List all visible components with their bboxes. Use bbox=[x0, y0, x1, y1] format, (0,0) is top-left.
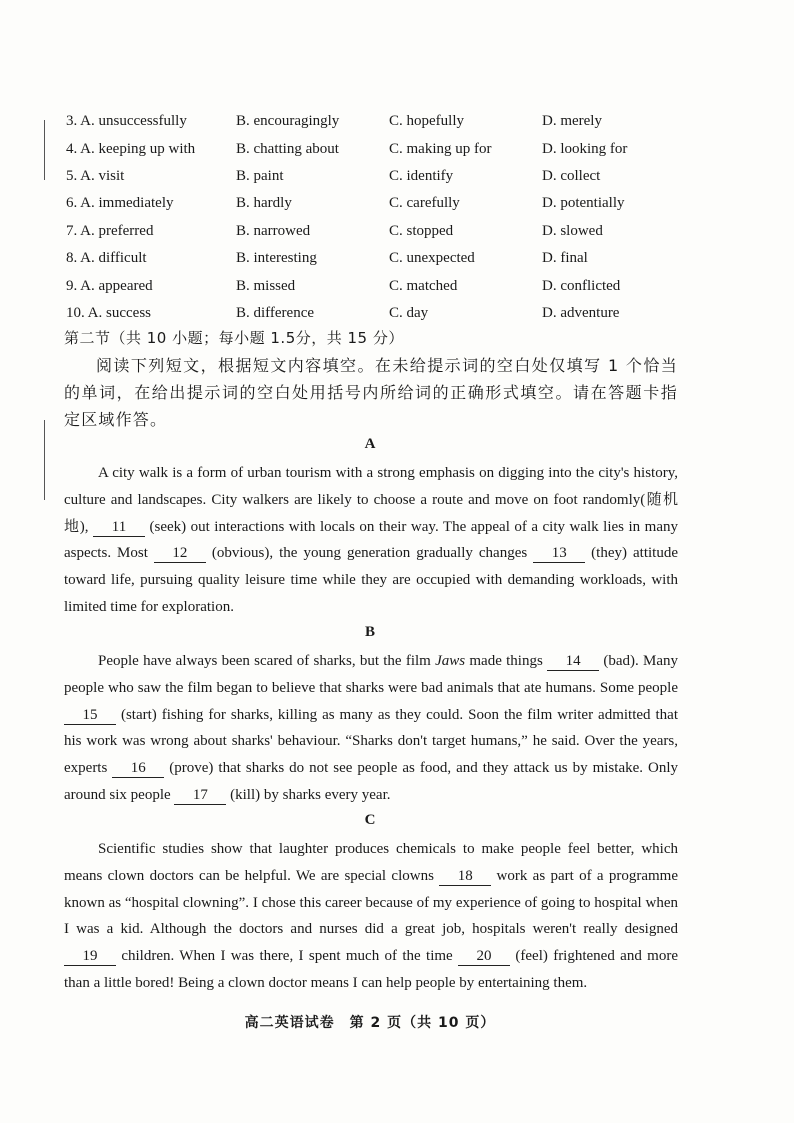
option-row-5 bbox=[66, 163, 706, 190]
option-a: 10. A. success bbox=[66, 304, 151, 321]
blank-19: 19 bbox=[64, 947, 116, 966]
blank-18: 18 bbox=[439, 867, 491, 886]
passage-b-letter: B bbox=[364, 624, 375, 640]
option-a: 9. A. appeared bbox=[66, 277, 153, 294]
passage-text: (seek) out interactions with locals on their way. The appeal of a city walk lies in many aspects. Most bbox=[64, 518, 678, 562]
option-a: 6. A. immediately bbox=[66, 195, 174, 212]
option-a: 7. A. preferred bbox=[66, 222, 154, 239]
option-b: B. difference bbox=[236, 304, 315, 321]
option-c: C. making up for bbox=[389, 140, 492, 157]
option-row-6 bbox=[66, 190, 706, 217]
option-d: D. final bbox=[542, 250, 588, 267]
passage-text: People have always been scared of sharks, but the film bbox=[98, 653, 436, 669]
option-row-8 bbox=[66, 245, 706, 272]
margin-line bbox=[44, 420, 45, 500]
option-b: B. missed bbox=[236, 277, 296, 294]
option-c: C. identify bbox=[389, 167, 454, 184]
option-d: D. collect bbox=[542, 167, 601, 184]
option-d: D. potentially bbox=[542, 195, 625, 212]
blank-15: 15 bbox=[64, 706, 116, 725]
passage-text: (they) attitude toward life, pursuing quality leisure time while they are occupied with demanding workloads, with limited time for exploration. bbox=[64, 545, 678, 615]
option-c: C. unexpected bbox=[389, 250, 475, 267]
passage-c-letter: C bbox=[364, 812, 376, 828]
option-a: 8. A. difficult bbox=[66, 250, 147, 267]
passage-text: (kill) by sharks every year. bbox=[226, 786, 391, 803]
passage-text: (start) fishing for sharks, killing as many as they could. Soon the film writer admitted that his work was wrong about sharks' behaviour. “Sharks don't target humans,” he said. Over the years, experts bbox=[64, 706, 678, 777]
passage-text: Scientific studies show that laughter produces chemicals to make people feel better, which means clown doctors can be helpful. We are special clowns bbox=[64, 841, 678, 884]
blank-20: 20 bbox=[458, 947, 510, 966]
option-c: C. day bbox=[389, 304, 429, 321]
option-b: B. encouragingly bbox=[236, 113, 340, 130]
option-row-9 bbox=[66, 272, 706, 299]
option-b: B. hardly bbox=[236, 195, 292, 212]
option-d: D. conflicted bbox=[542, 277, 621, 294]
option-row-3 bbox=[66, 108, 706, 135]
option-b: B. interesting bbox=[236, 250, 317, 267]
passage-text: children. When I was there, I spent much of the time bbox=[116, 948, 459, 965]
passage-text: A city walk is a form of urban tourism with a strong emphasis on digging into the city's history, culture and landscapes. City walkers are likely to choose a route and move on foot randomly(随机地), bbox=[64, 465, 678, 535]
page-footer: 高二英语试卷 第 2 页（共 10 页） bbox=[244, 1015, 496, 1031]
option-row-10 bbox=[66, 300, 706, 327]
blank-14: 14 bbox=[547, 652, 599, 671]
option-c: C. carefully bbox=[389, 195, 460, 212]
blank-12: 12 bbox=[154, 544, 206, 563]
section-instructions: 阅读下列短文，根据短文内容填空。在未给提示词的空白处仅填写 1 个恰当的单词，在给出提示词的空白处用括号内所给词的正确形式填空。请在答题卡指定区域作答。 bbox=[64, 356, 678, 429]
passage-b bbox=[64, 648, 678, 809]
passage-text: (obvious), the young generation gradually changes bbox=[205, 545, 534, 562]
blank-17: 17 bbox=[174, 786, 226, 805]
option-b: B. paint bbox=[236, 167, 284, 184]
option-c: C. stopped bbox=[389, 222, 454, 239]
passage-a bbox=[64, 460, 678, 621]
option-a: 3. A. unsuccessfully bbox=[66, 113, 187, 130]
option-b: B. chatting about bbox=[236, 140, 339, 157]
blank-16: 16 bbox=[112, 759, 164, 778]
passage-text: (feel) frightened and more than a little bored! Being a clown doctor means I can help people by entertaining them. bbox=[64, 948, 678, 991]
passage-a-letter: A bbox=[364, 436, 376, 452]
option-d: D. looking for bbox=[542, 140, 628, 157]
passage-c bbox=[64, 836, 678, 997]
option-c: C. hopefully bbox=[389, 113, 464, 130]
option-d: D. merely bbox=[542, 113, 602, 130]
blank-13: 13 bbox=[533, 544, 585, 563]
answer-options bbox=[66, 108, 706, 327]
option-row-7 bbox=[66, 218, 706, 245]
margin-line bbox=[44, 120, 45, 180]
option-row-4 bbox=[66, 135, 706, 162]
option-a: 5. A. visit bbox=[66, 167, 125, 184]
section-heading: 第二节（共 10 小题；每小题 1.5分，共 15 分） bbox=[64, 329, 404, 347]
option-c: C. matched bbox=[389, 277, 458, 294]
passage-text: made things bbox=[465, 653, 548, 669]
option-d: D. adventure bbox=[542, 304, 620, 321]
passage-text: (bad). Many people who saw the film began to believe that sharks were bad animals that ate humans. Some people bbox=[64, 653, 678, 696]
option-a: 4. A. keeping up with bbox=[66, 140, 196, 157]
film-title: Jaws bbox=[435, 653, 466, 669]
option-d: D. slowed bbox=[542, 222, 603, 239]
passage-text: (prove) that sharks do not see people as food, and they attack us by mistake. Only around six people bbox=[64, 760, 678, 803]
passage-text: work as part of a programme known as “hospital clowning”. I chose this career because of my experience of going to hospital when I was a kid. Although the doctors and nurses did a great job, hospitals weren't really designed bbox=[64, 867, 678, 938]
blank-11: 11 bbox=[93, 518, 145, 537]
option-b: B. narrowed bbox=[236, 222, 311, 239]
